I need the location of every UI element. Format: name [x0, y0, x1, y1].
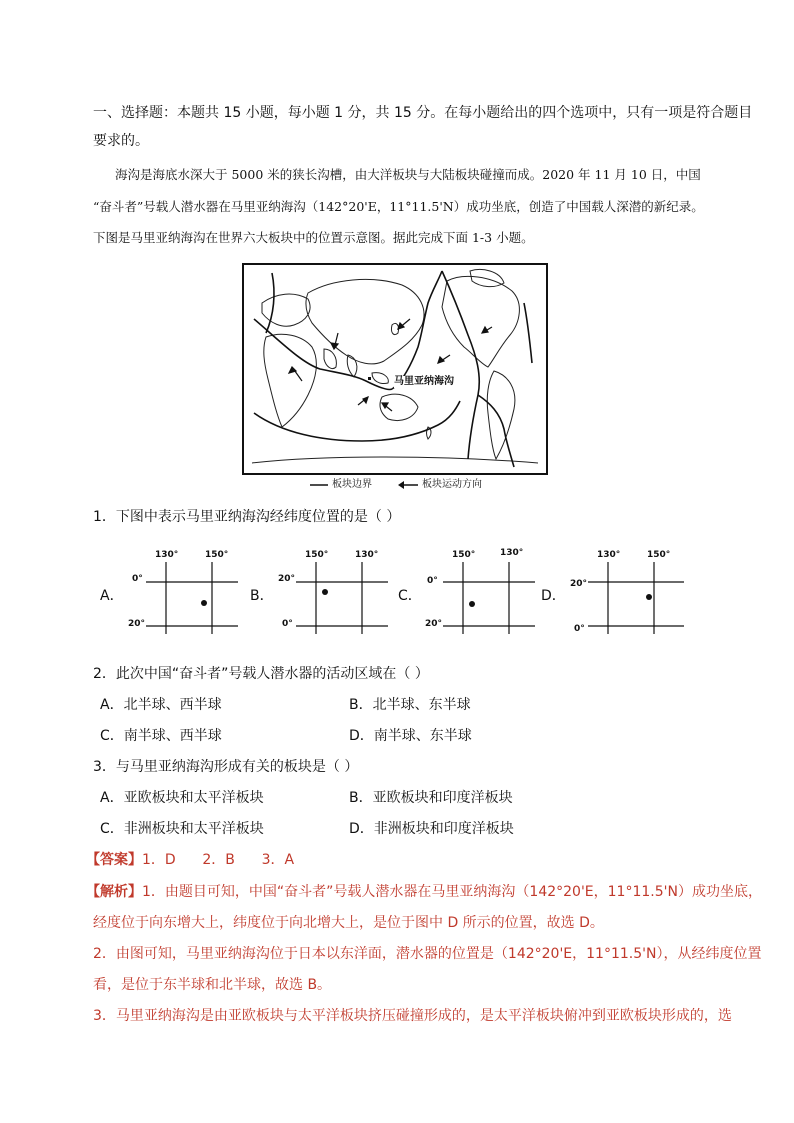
q1-choice-c-grid — [425, 548, 540, 634]
q2-option-a[interactable]: A．北半球、西半球 — [100, 697, 222, 713]
label-lower: 0° — [574, 624, 585, 634]
label-top-left: 130° — [597, 550, 621, 560]
analysis-p1-line1 — [86, 882, 762, 902]
analysis-p2-line2: 看，是位于东半球和北半球，故选 B。 — [93, 977, 332, 993]
q1-choice-b-letter[interactable]: B． — [250, 588, 274, 604]
plate-map-figure — [242, 263, 548, 479]
answer-tag: 【答案】 — [86, 852, 142, 868]
q1-choice-d-grid — [570, 548, 685, 634]
passage-line1: 海沟是海底水深大于 5000 米的狭长沟槽，由大洋板块与大陆板块碰撞而成。2020 年 11 月 10 日，中国 — [115, 167, 701, 182]
label-lower: 0° — [282, 619, 293, 629]
q1-stem: 1．下图中表示马里亚纳海沟经纬度位置的是（ ） — [93, 509, 401, 525]
q1-choice-d-letter[interactable]: D． — [541, 588, 566, 604]
q3-option-d[interactable]: D．非洲板块和印度洋板块 — [349, 821, 514, 837]
label-top-left: 150° — [452, 550, 476, 560]
analysis-p3-line1: 3．马里亚纳海沟是由亚欧板块与太平洋板块挤压碰撞形成的，是太平洋板块俯冲到亚欧板块形成的，选 — [93, 1008, 732, 1024]
q3-option-b[interactable]: B．亚欧板块和印度洋板块 — [349, 790, 513, 806]
grid-lines — [425, 548, 540, 634]
q1-choice-a-grid — [128, 548, 243, 634]
label-top-right: 150° — [205, 550, 229, 560]
q2-option-b[interactable]: B．北半球、东半球 — [349, 697, 471, 713]
q3-option-c[interactable]: C．非洲板块和太平洋板块 — [100, 821, 264, 837]
legend-direction: 板块运动方向 — [422, 479, 482, 490]
world-plate-map — [242, 263, 548, 475]
q2-option-d[interactable]: D．南半球、东半球 — [349, 728, 472, 744]
passage-line3: 下图是马里亚纳海沟在世界六大板块中的位置示意图。据此完成下面 1-3 小题。 — [93, 230, 534, 245]
label-lower: 20° — [425, 619, 443, 629]
trench-label: 马里亚纳海沟 — [394, 376, 454, 387]
q1-choice-a-letter[interactable]: A． — [100, 588, 124, 604]
label-top-right: 130° — [500, 548, 524, 558]
label-upper: 0° — [132, 574, 143, 584]
q1-choice-b-grid — [278, 548, 393, 634]
q3-stem: 3．与马里亚纳海沟形成有关的板块是（ ） — [93, 759, 359, 775]
label-lower: 20° — [128, 619, 146, 629]
q1-choice-c-letter[interactable]: C． — [398, 588, 422, 604]
legend-boundary: 板块边界 — [332, 479, 372, 490]
label-top-left: 150° — [305, 550, 329, 560]
location-dot — [322, 589, 328, 595]
q2-option-c[interactable]: C．南半球、西半球 — [100, 728, 222, 744]
section-header-line2: 要求的。 — [93, 133, 149, 149]
answer-line — [86, 850, 294, 870]
answer-text: 1．D 2．B 3．A — [142, 852, 295, 868]
label-upper: 20° — [570, 579, 588, 589]
arrow-left-icon — [398, 478, 420, 492]
location-dot — [469, 601, 475, 607]
grid-lines — [278, 548, 393, 634]
passage-line2: “奋斗者”号载人潜水器在马里亚纳海沟（142°20'E，11°11.5'N）成功坐底，创造了中国载人深潜的新纪录。 — [93, 199, 704, 214]
location-dot — [201, 600, 207, 606]
location-dot — [646, 594, 652, 600]
boundary-line-icon — [310, 478, 330, 492]
label-upper: 0° — [427, 576, 438, 586]
q3-option-a[interactable]: A．亚欧板块和太平洋板块 — [100, 790, 264, 806]
analysis-tag: 【解析】 — [86, 884, 142, 900]
grid-lines — [128, 548, 243, 634]
q2-stem: 2．此次中国“奋斗者”号载人潜水器的活动区域在（ ） — [93, 666, 429, 682]
label-upper: 20° — [278, 574, 296, 584]
label-top-left: 130° — [155, 550, 179, 560]
label-top-right: 150° — [647, 550, 671, 560]
grid-lines — [570, 548, 685, 634]
analysis-p2-line1: 2．由图可知，马里亚纳海沟位于日本以东洋面，潜水器的位置是（142°20'E，11°11.5'N），从经纬度位置 — [93, 946, 762, 962]
label-top-right: 130° — [355, 550, 379, 560]
section-header-line1: 一、选择题：本题共 15 小题，每小题 1 分，共 15 分。在每小题给出的四个选项中，只有一项是符合题目 — [93, 105, 753, 121]
analysis-p1-text: 1．由题目可知，中国“奋斗者”号载人潜水器在马里亚纳海沟（142°20'E，11°11.5'N）成功坐底， — [142, 884, 762, 900]
analysis-p1-line2: 经度位于向东增大上，纬度位于向北增大上，是位于图中 D 所示的位置，故选 D。 — [93, 915, 604, 931]
